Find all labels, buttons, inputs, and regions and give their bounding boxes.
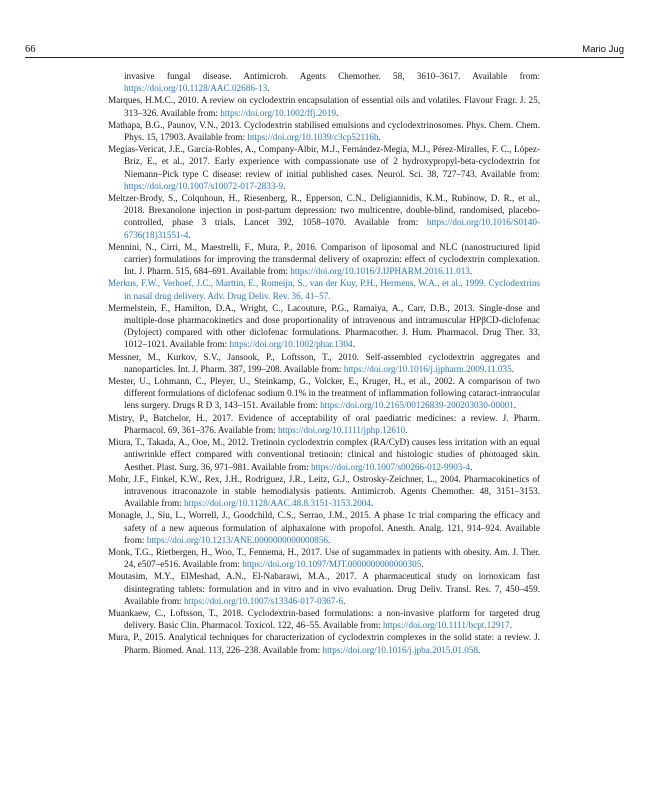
reference-item: Mester, U., Lohmann, C., Pleyer, U., Steinkamp, G., Volcker, E., Kruger, H., et al., 2002. A comparison of two different formulations of diclofenac sodium 0.1% in the treatment of inflammation following cataract-intraocular lens surgery. Drugs R D 3, 143–151. Available from: https://doi.org/10.2165/00126839-200203030-00001. bbox=[108, 376, 540, 411]
header-rule bbox=[25, 57, 624, 58]
reference-text: Monagle, J., Siu, L., Worrell, J., Goodchild, C.S., Serrao, J.M., 2015. A phase 1c trial comparing the efficacy and safety of a new aqueous formulation of alphaxalone with propofol. Anesth. Analg. 121, 914–924. Available from: bbox=[108, 510, 540, 545]
reference-text: Mester, U., Lohmann, C., Pleyer, U., Steinkamp, G., Volcker, E., Kruger, H., et al., 2002. A comparison of two different formulations of diclofenac sodium 0.1% in the treatment of inflammation following cataract-intraocular lens surgery. Drugs R D 3, 143–151. Available from: bbox=[108, 376, 540, 411]
doi-link[interactable]: https://doi.org/10.1039/c3cp52116h bbox=[247, 132, 379, 143]
reference-item: Marques, H.M.C., 2010. A review on cyclodextrin encapsulation of essential oils and volatiles. Flavour Fragr. J. 25, 313–326. Available from: https://doi.org/10.1002/ffj.2019. bbox=[108, 95, 540, 118]
reference-item: Mura, P., 2015. Analytical techniques for characterization of cyclodextrin complexes in the solid state: a review. J. Pharm. Biomed. Anal. 113, 226–238. Available from: https://doi.org/10.1016/j.jpba.2015.01.058. bbox=[108, 632, 540, 655]
doi-link[interactable]: https://doi.org/10.1002/ffj.2019 bbox=[220, 107, 337, 118]
reference-text: Miura, T., Takada, A., Ooe, M., 2012. Tretinoin cyclodextrin complex (RA/CyD) causes less irritation with an equal antiwrinkle effect compared with conventional tretinoin: clinical and histologic studies of photoaged skin. Aesthet. Plast. Surg. 36, 971–981. Available from: bbox=[108, 437, 540, 472]
doi-link[interactable]: https://doi.org/10.1111/jphp.12610 bbox=[277, 424, 406, 435]
doi-link[interactable]: https://doi.org/10.1097/MJT.0000000000000305 bbox=[242, 559, 422, 570]
reference-text: Mura, P., 2015. Analytical techniques for characterization of cyclodextrin complexes in the solid state: a review. J. Pharm. Biomed. Anal. 113, 226–238. Available from: bbox=[108, 632, 540, 655]
doi-link[interactable]: https://doi.org/10.1007/s13346-017-0367-6 bbox=[184, 595, 344, 606]
highlighted-reference-link[interactable]: Merkus, F.W., Verhoef, J.C., Marttin, E., Romeijn, S., van der Kuy, P.H., Hermens, W.A., et al., 1999. Cyclodextrins in nasal drug delivery. Adv. Drug Deliv. Rev. 36, 41–57. bbox=[108, 278, 540, 301]
doi-link[interactable]: https://doi.org/10.1016/J.IJPHARM.2016.11.013 bbox=[290, 266, 470, 277]
doi-link[interactable]: https://doi.org/10.1128/AAC.02686-13 bbox=[124, 83, 268, 94]
doi-link[interactable]: https://doi.org/10.1111/bcpt.12917 bbox=[382, 620, 510, 631]
reference-text: invasive fungal disease. Antimicrob. Agents Chemother. 58, 3610–3617. Available from: bbox=[124, 71, 540, 81]
reference-item: Messner, M., Kurkov, S.V., Jansook, P., Loftsson, T., 2010. Self-assembled cyclodextrin aggregates and nanoparticles. Int. J. Pharm. 387, 199–208. Available from: https://doi.org/10.1016/j.ijpharm.2009.11.035. bbox=[108, 351, 540, 374]
doi-link[interactable]: https://doi.org/10.1002/phar.1304 bbox=[229, 339, 353, 350]
reference-text: Mohr, J.F., Finkel, K.W., Rex, J.H., Rodriguez, J.R., Leitz, G.J., Ostrosky-Zeichner, L., 2004. Pharmacokinetics of intravenous itraconazole in stable hemodialysis patients. Antimicrob. Agents Chemother. 48, 3151–3153. Available from: bbox=[108, 473, 540, 509]
reference-item: Mermelstein, F., Hamilton, D.A., Wright, C., Lacouture, P.G., Ramaiya, A., Carr, D.B., 2013. Single-dose and multiple-dose pharmacokinetics and dose proportionality of intravenous and intramuscular HPβCD-diclofenac (Dyloject) compared with other diclofenac formulations. Pharmacother. J. Hum. Pharmacol. Drug Ther. 33, 1012–1021. Available from: https://doi.org/10.1002/phar.1304. bbox=[108, 302, 540, 350]
page-header bbox=[25, 44, 624, 58]
reference-text: Marques, H.M.C., 2010. A review on cyclodextrin encapsulation of essential oils and volatiles. Flavour Fragr. J. 25, 313–326. Available from: bbox=[108, 95, 540, 118]
reference-text: Mathapa, B.G., Paunov, V.N., 2013. Cyclodextrin stabilised emulsions and cyclodextrinosomes. Phys. Chem. Chem. Phys. 15, 17903. Available from: bbox=[108, 119, 540, 143]
reference-text: Mennini, N., Cirri, M., Maestrelli, F., Mura, P., 2016. Comparison of liposomal and NLC (nanostructured lipid carrier) formulations for improving the transdermal delivery of oxaprozin: effect of cyclodextrin complexation. Int. J. Pharm. 515, 684–691. Available from: bbox=[108, 241, 540, 277]
reference-item: Monk, T.G., Rietbergen, H., Woo, T., Fennema, H., 2017. Use of sugammadex in patients with obesity. Am. J. Ther. 24, e507–e516. Available from: https://doi.org/10.1097/MJT.0000000000000305. bbox=[108, 546, 540, 570]
doi-link[interactable]: https://doi.org/10.1016/j.jpba.2015.01.058 bbox=[322, 644, 479, 655]
reference-item: Monagle, J., Siu, L., Worrell, J., Goodchild, C.S., Serrao, J.M., 2015. A phase 1c trial comparing the efficacy and safety of a new aqueous formulation of alphaxalone with propofol. Anesth. Analg. 121, 914–924. Available from: https://doi.org/10.1213/ANE.0000000000000856. bbox=[108, 510, 540, 545]
reference-item: Mohr, J.F., Finkel, K.W., Rex, J.H., Rodriguez, J.R., Leitz, G.J., Ostrosky-Zeichner, L., 2004. Pharmacokinetics of intravenous itraconazole in stable hemodialysis patients. Antimicrob. Agents Chemother. 48, 3151–3153. Available from: https://doi.org/10.1128/AAC.48.8.3151-3153.2004. bbox=[108, 473, 540, 509]
reference-item: Mistry, P., Batchelor, H., 2017. Evidence of acceptability of oral paediatric medicines: a review. J. Pharm. Pharmacol. 69, 361–376. Available from: https://doi.org/10.1111/jphp.12610. bbox=[108, 412, 540, 435]
reference-item: Mennini, N., Cirri, M., Maestrelli, F., Mura, P., 2016. Comparison of liposomal and NLC (nanostructured lipid carrier) formulations for improving the transdermal delivery of oxaprozin: effect of cyclodextrin complexation. Int. J. Pharm. 515, 684–691. Available from: https://doi.org/10.1016/J.IJPHARM.2016.11.013. bbox=[108, 241, 540, 277]
reference-item bbox=[108, 277, 540, 301]
reference-text: Mermelstein, F., Hamilton, D.A., Wright, C., Lacouture, P.G., Ramaiya, A., Carr, D.B., 2013. Single-dose and multiple-dose pharmacokinetics and dose proportionality of intravenous and intramuscular HPβCD-diclofenac (Dyloject) compared with other diclofenac formulations. Pharmacother. J. Hum. Pharmacol. Drug Ther. 33, 1012–1021. Available from: bbox=[108, 302, 540, 350]
reference-text: Megías-Vericat, J.E., García-Robles, A., Company-Albir, M.J., Fernández-Megía, M.J., Pérez-Miralles, F. C., López-Briz, E., et al., 2017. Early experience with compassionate use of 2 hydroxypropyl-beta-cyclodextrin for Niemann–Pick type C disease: review of initial published cases. Neurol. Sci. 38, 727–743. Available from: bbox=[108, 144, 540, 179]
doi-link[interactable]: https://doi.org/10.1016/j.ijpharm.2009.11.035 bbox=[343, 363, 512, 374]
page-number: 66 bbox=[25, 44, 36, 55]
reference-item: Mathapa, B.G., Paunov, V.N., 2013. Cyclodextrin stabilised emulsions and cyclodextrinosomes. Phys. Chem. Chem. Phys. 15, 17903. Available from: https://doi.org/10.1039/c3cp52116h. bbox=[108, 119, 540, 143]
doi-link[interactable]: https://doi.org/10.1128/AAC.48.8.3151-3153.2004 bbox=[184, 498, 371, 509]
reference-text: Messner, M., Kurkov, S.V., Jansook, P., Loftsson, T., 2010. Self-assembled cyclodextrin aggregates and nanoparticles. Int. J. Pharm. 387, 199–208. Available from: bbox=[108, 351, 540, 374]
reference-item: Megías-Vericat, J.E., García-Robles, A., Company-Albir, M.J., Fernández-Megía, M.J., Pérez-Miralles, F. C., López-Briz, E., et al., 2017. Early experience with compassionate use of 2 hydroxypropyl-beta-cyclodextrin for Niemann–Pick type C disease: review of initial published cases. Neurol. Sci. 38, 727–743. Available from: https://doi.org/10.1007/s10072-017-2833-9. bbox=[108, 144, 540, 191]
reference-text: Monk, T.G., Rietbergen, H., Woo, T., Fennema, H., 2017. Use of sugammadex in patients with obesity. Am. J. Ther. 24, e507–e516. Available from: bbox=[108, 546, 540, 570]
reference-text: Muankaew, C., Loftsson, T., 2018. Cyclodextrin-based formulations: a non-invasive platform for targeted drug delivery. Basic Clin. Pharmacol. Toxicol. 122, 46–55. Available from: bbox=[108, 607, 540, 631]
doi-link[interactable]: https://doi.org/10.2165/00126839-200203030-00001 bbox=[320, 400, 514, 411]
doi-link[interactable]: https://doi.org/10.1213/ANE.0000000000000856 bbox=[146, 534, 329, 545]
reference-text: Moutasim, M.Y., ElMeshad, A.N., El-Nabarawi, M.A., 2017. A pharmaceutical study on lornoxicam fast disintegrating tablets: formulation and in vitro and in vivo evaluation. Drug Deliv. Transl. Res. 7, 450–459. Available from: bbox=[108, 571, 540, 606]
reference-text: Mistry, P., Batchelor, H., 2017. Evidence of acceptability of oral paediatric medicines: a review. J. Pharm. Pharmacol. 69, 361–376. Available from: bbox=[108, 412, 540, 435]
doi-link[interactable]: https://doi.org/10.1007/s10072-017-2833-9 bbox=[124, 180, 284, 191]
reference-item: Miura, T., Takada, A., Ooe, M., 2012. Tretinoin cyclodextrin complex (RA/CyD) causes less irritation with an equal antiwrinkle effect compared with conventional tretinoin: clinical and histologic studies of photoaged skin. Aesthet. Plast. Surg. 36, 971–981. Available from: https://doi.org/10.1007/s00266-012-9903-4. bbox=[108, 437, 540, 472]
doi-link[interactable]: https://doi.org/10.1007/s00266-012-9903-4 bbox=[310, 461, 471, 472]
reference-item: invasive fungal disease. Antimicrob. Agents Chemother. 58, 3610–3617. Available from: https://doi.org/10.1128/AAC.02686-13. bbox=[124, 71, 540, 94]
reference-item: Meltzer-Brody, S., Colquhoun, H., Riesenberg, R., Epperson, C.N., Deligiannidis, K.M., Rubinow, D. R., et al., 2018. Brexanolone injection in post-partum depression: two multicentre, double-blind, randomised, placebo-controlled, phase 3 trials. Lancet 392, 1058–1070. Available from: https://doi.org/10.1016/S0140-6736(18)31551-4. bbox=[108, 193, 540, 240]
reference-item: Muankaew, C., Loftsson, T., 2018. Cyclodextrin-based formulations: a non-invasive platform for targeted drug delivery. Basic Clin. Pharmacol. Toxicol. 122, 46–55. Available from: https://doi.org/10.1111/bcpt.12917. bbox=[108, 607, 540, 631]
running-head-author: Mario Jug bbox=[582, 44, 624, 55]
reference-text: Meltzer-Brody, S., Colquhoun, H., Riesenberg, R., Epperson, C.N., Deligiannidis, K.M., Rubinow, D. R., et al., 2018. Brexanolone injection in post-partum depression: two multicentre, double-blind, randomised, placebo-controlled, phase 3 trials. Lancet 392, 1058–1070. Available from: bbox=[108, 193, 540, 228]
reference-item: Moutasim, M.Y., ElMeshad, A.N., El-Nabarawi, M.A., 2017. A pharmaceutical study on lornoxicam fast disintegrating tablets: formulation and in vitro and in vivo evaluation. Drug Deliv. Transl. Res. 7, 450–459. Available from: https://doi.org/10.1007/s13346-017-0367-6. bbox=[108, 571, 540, 606]
doi-link[interactable]: https://doi.org/10.1016/S0140-6736(18)31551-4 bbox=[124, 217, 540, 240]
reference-list bbox=[108, 70, 540, 656]
